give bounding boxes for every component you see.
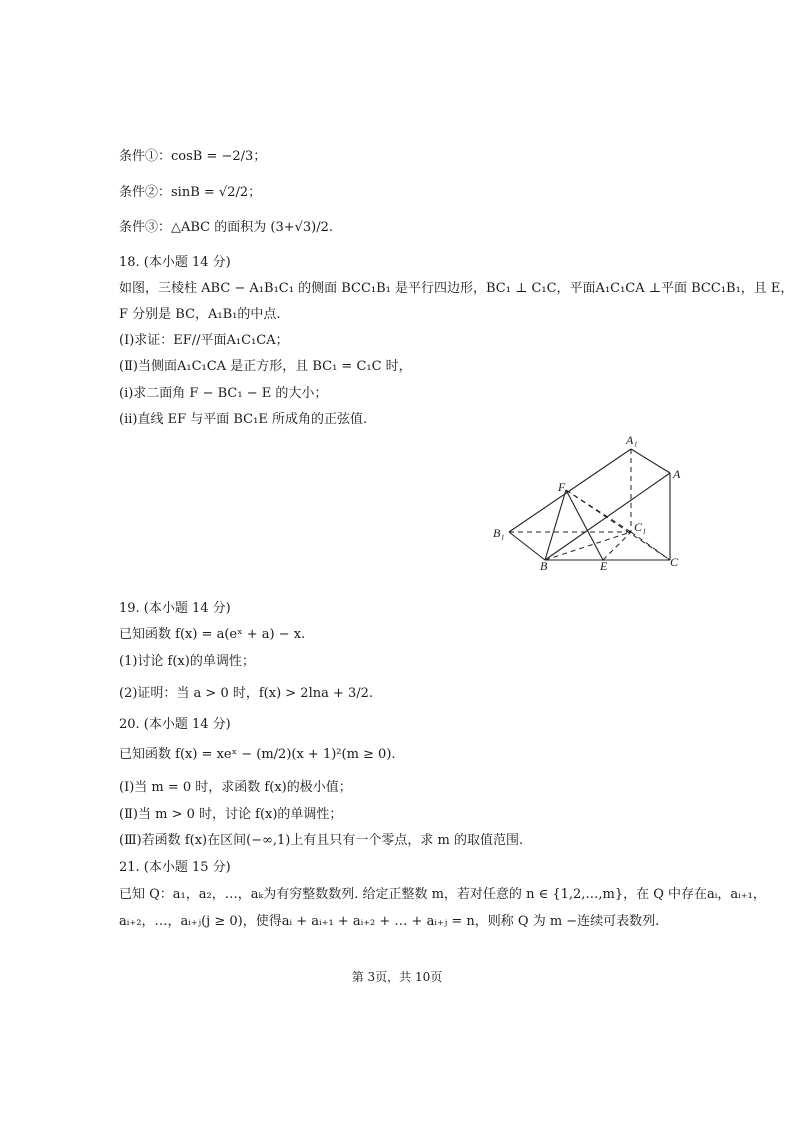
problem-21-stem-line2: aᵢ₊₂，…，aᵢ₊ⱼ(j ≥ 0)，使得aᵢ + aᵢ₊₁ + aᵢ₊₂ + … + aᵢ₊ⱼ = n，则称 Q 为 m −连续可表数列. xyxy=(119,914,660,929)
edge-A1-B1 xyxy=(509,449,631,532)
edge-F-E xyxy=(566,490,603,560)
problem-21-stem-line1: 已知 Q：a₁，a₂，…，aₖ为有穷整数数列. 给定正整数 m，若对任意的 n ∈ {1,2,…,m}，在 Q 中存在aᵢ，aᵢ₊₁， xyxy=(119,887,766,902)
condition-2: 条件②：sinB = √2/2； xyxy=(119,185,262,200)
problem-20-stem: 已知函数 f(x) = xeˣ − (m/2)(x + 1)²(m ≥ 0). xyxy=(119,747,396,762)
problem-20-header: 20. (本小题 14 分) xyxy=(119,717,231,732)
label-B: B xyxy=(540,559,548,573)
problem-21-header: 21. (本小题 15 分) xyxy=(119,860,231,875)
label-B1: B₁ xyxy=(493,526,505,540)
problem-20-part2: (Ⅱ)当 m > 0 时，讨论 f(x)的单调性； xyxy=(119,807,343,822)
hidden-edge-C1-C xyxy=(631,532,670,560)
problem-18-part2-ii: (ii)直线 EF 与平面 BC₁E 所成角的正弦值. xyxy=(119,412,368,427)
edge-B1-B xyxy=(509,532,545,560)
problem-20-part3: (Ⅲ)若函数 f(x)在区间(−∞,1)上有且只有一个零点，求 m 的取值范围. xyxy=(119,833,524,848)
problem-19-part2: (2)证明：当 a > 0 时，f(x) > 2lna + 3/2. xyxy=(119,686,374,701)
hidden-edge-F-C xyxy=(566,490,670,560)
label-C: C xyxy=(670,555,679,569)
problem-18-part2-i: (i)求二面角 F − BC₁ − E 的大小； xyxy=(119,386,328,401)
hidden-edge-F-C1 xyxy=(566,490,631,532)
edge-A-A1 xyxy=(631,449,670,473)
page-footer: 第 3页，共 10页 xyxy=(351,970,443,984)
problem-18-stem-line1: 如图，三棱柱 ABC − A₁B₁C₁ 的侧面 BCC₁B₁ 是平行四边形，BC₁ ⊥ C₁C，平面A₁C₁CA ⊥平面 BCC₁B₁，且 E， xyxy=(119,281,794,296)
hidden-edge-B-C1 xyxy=(545,532,631,560)
hidden-edge-E-C1 xyxy=(603,532,631,560)
problem-18-part1: (Ⅰ)求证：EF//平面A₁C₁CA； xyxy=(119,333,289,348)
problem-19-stem: 已知函数 f(x) = a(eˣ + a) − x. xyxy=(119,627,306,642)
problem-18-header: 18. (本小题 14 分) xyxy=(119,255,231,270)
problem-18-stem-line2: F 分别是 BC，A₁B₁的中点. xyxy=(119,307,281,322)
label-C1: C₁ xyxy=(634,520,647,534)
problem-18-part2: (Ⅱ)当侧面A₁C₁CA 是正方形，且 BC₁ = C₁C 时， xyxy=(119,359,412,374)
label-F: F xyxy=(558,480,566,494)
edge-B-A xyxy=(545,473,670,560)
label-A: A xyxy=(673,467,681,481)
problem-20-part1: (Ⅰ)当 m = 0 时，求函数 f(x)的极小值； xyxy=(119,780,352,795)
label-E: E xyxy=(600,559,608,573)
condition-3: 条件③：△ABC 的面积为 (3+√3)/2. xyxy=(119,220,334,235)
problem-19-header: 19. (本小题 14 分) xyxy=(119,601,231,616)
condition-1: 条件①：cosB = −2/3； xyxy=(119,149,267,164)
label-A1: A₁ xyxy=(626,433,638,447)
edge-F-B xyxy=(545,490,566,560)
problem-19-part1: (1)讨论 f(x)的单调性； xyxy=(119,654,255,669)
